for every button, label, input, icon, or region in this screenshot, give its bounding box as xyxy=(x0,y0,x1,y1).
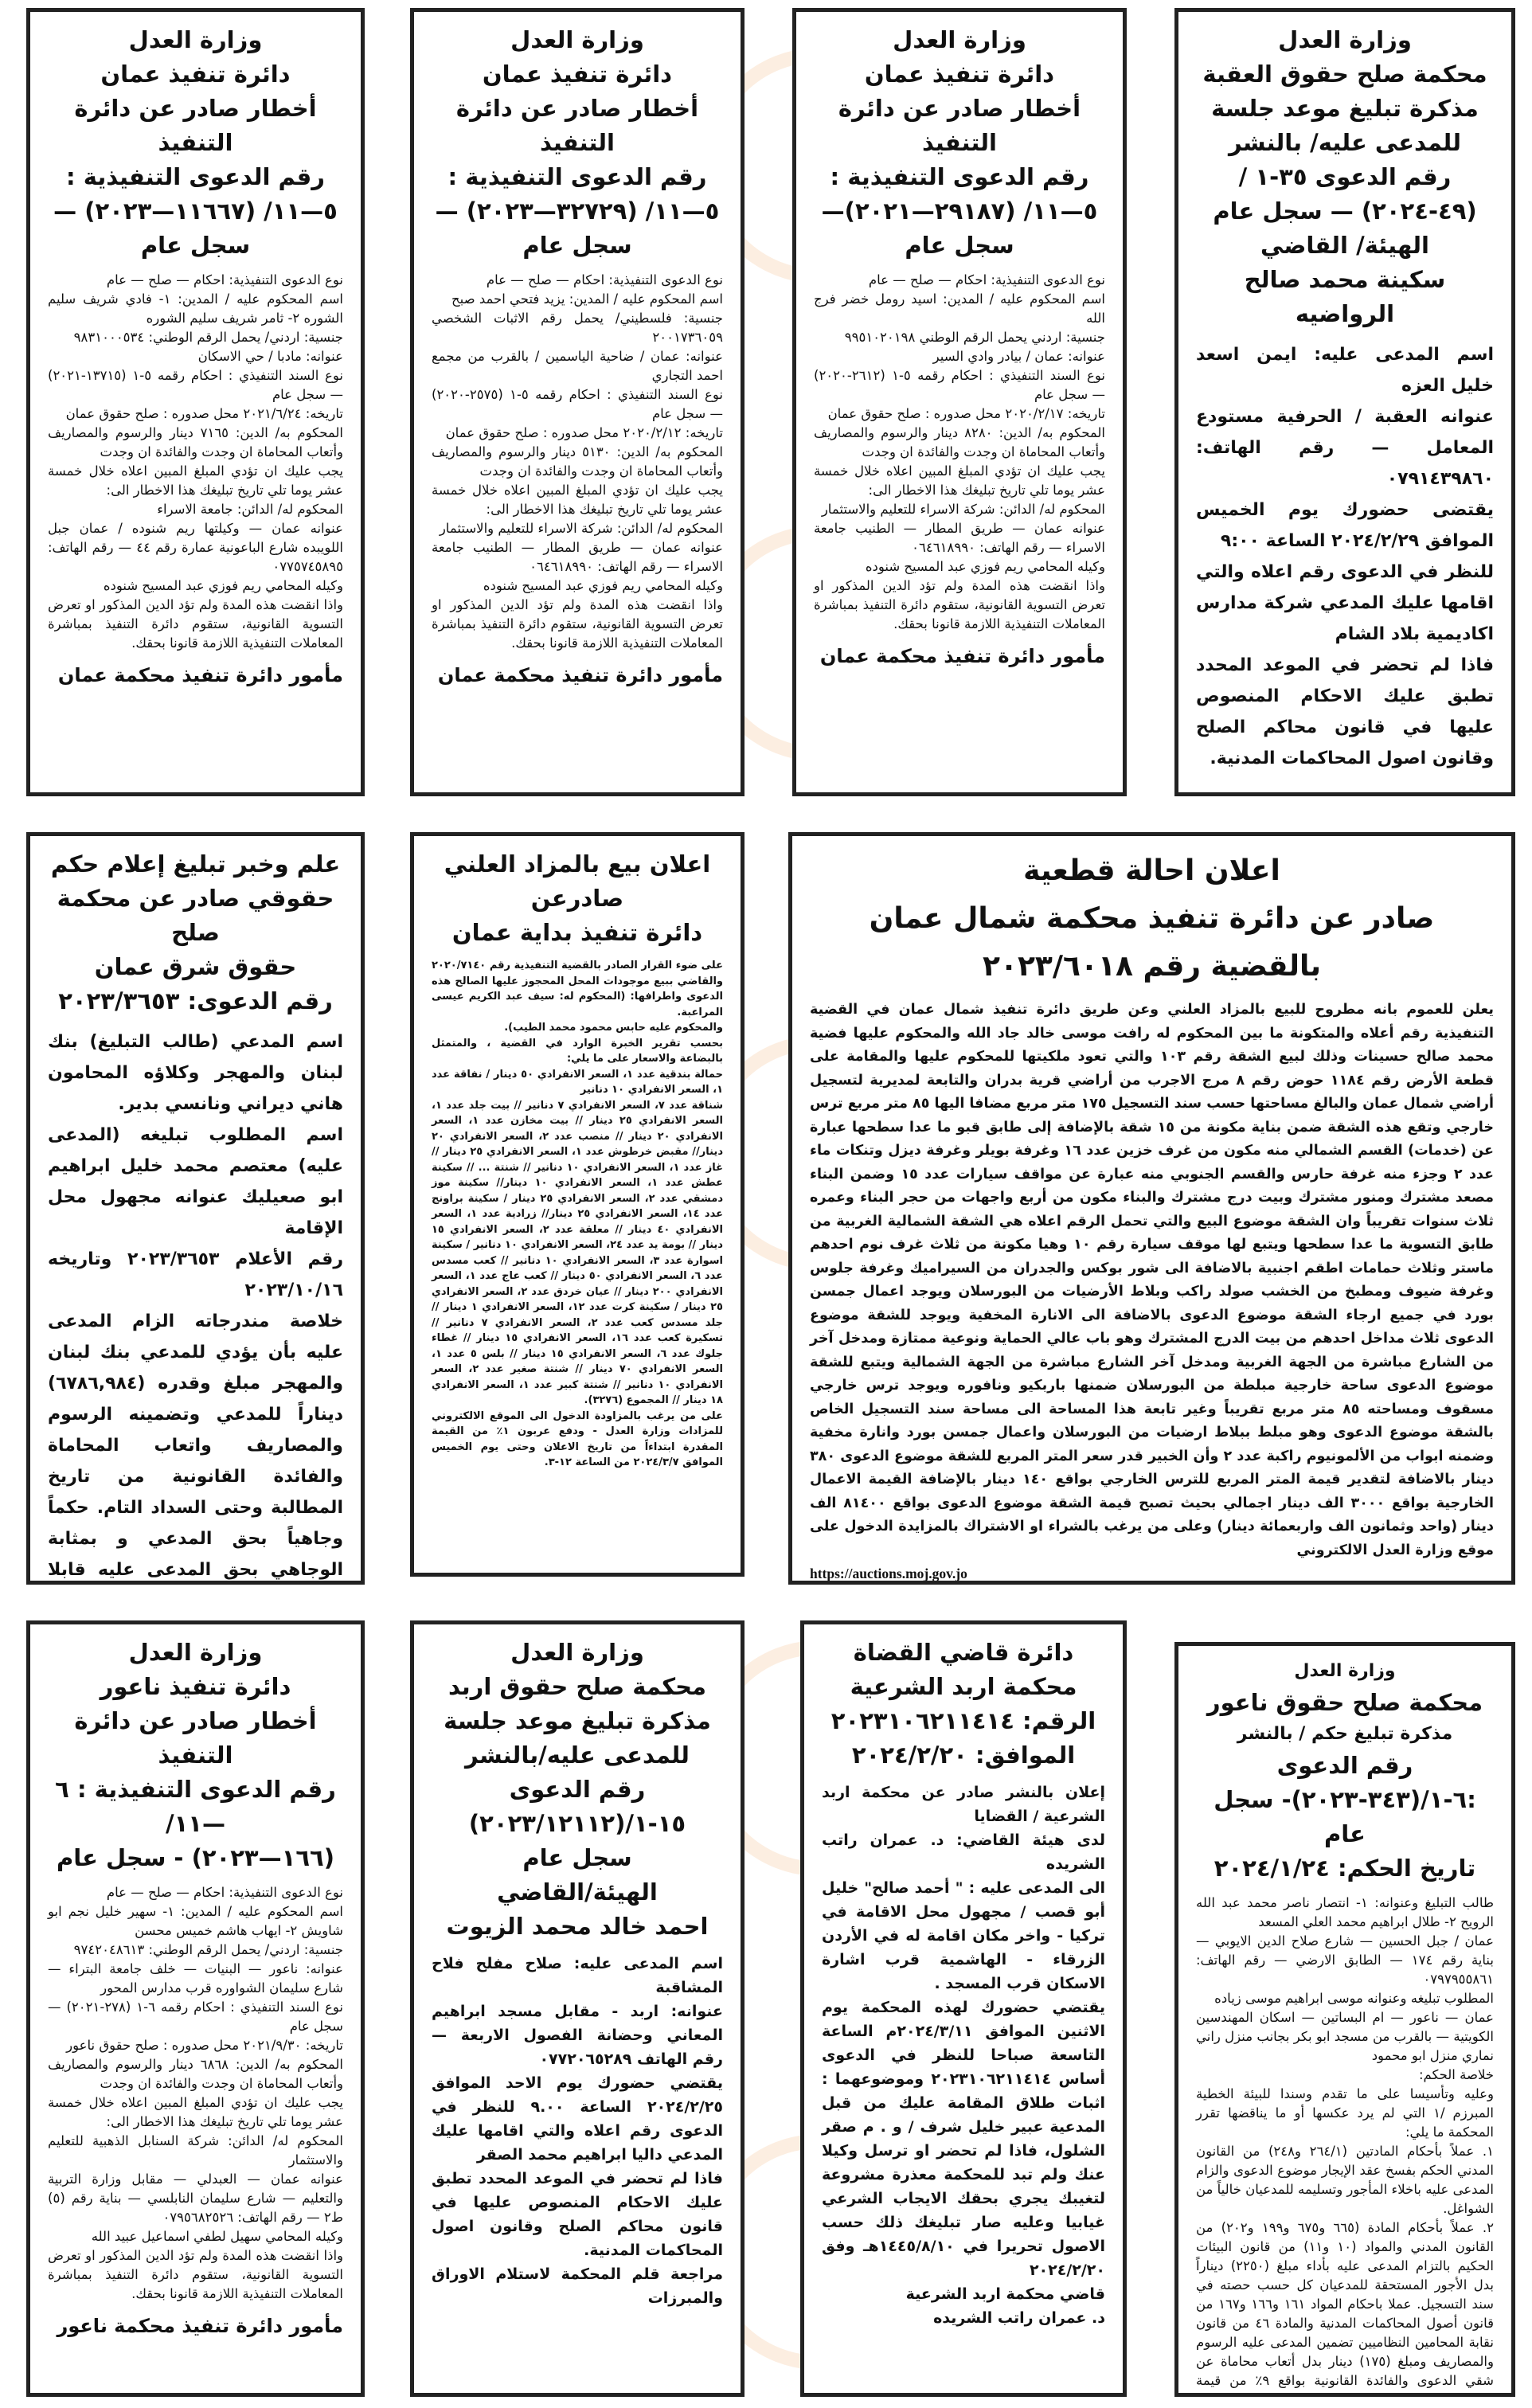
notice-paragraph: نوع السند التنفيذي : احكام رقمه ٥-١ (٢٥٧٥-٢٠٢٠) — سجل عام xyxy=(432,387,723,421)
notice-paragraph: عنوانه عمان — طريق المطار — الطنيب جامعة الاسراء — رقم الهاتف: ٠٦٤٦١٨٩٩٠ xyxy=(814,521,1105,555)
notice-paragraph: واذا انقضت هذه المدة ولم تؤد الدين المذكور او تعرض التسوية القانونية، ستقوم دائرة التنفيذ بمباشرة المعاملات التنفيذية اللازمة قانونا بحقك. xyxy=(814,578,1105,631)
notice-paragraph: نوع السند التنفيذي : احكام رقمه ٥-١ (٢٦١٢-٢٠٢٠) — سجل عام xyxy=(814,368,1105,402)
notice-heading: دائرة تنفيذ عمان xyxy=(100,61,291,88)
notice-heading: دائرة قاضي القضاة xyxy=(853,1639,1074,1666)
notice-paragraph: اسم المدعى عليه: ايمن اسعد خليل العزه xyxy=(1196,345,1494,396)
notice-heading: حقوق شرق عمان xyxy=(94,953,297,980)
notice-paragraph: لدى هيئة القاضي: د. عمران راتب الشريده xyxy=(822,1831,1105,1873)
notice-heading: سجل عام xyxy=(905,232,1014,259)
notice-paragraph: المحكوم به/ الدين: ٧١٦٥ دينار والرسوم والمصاريف وأتعاب المحاماة ان وجدت والفائدة ان وجدت xyxy=(48,425,344,459)
notice-heading: رقم الدعوى التنفيذية : xyxy=(447,163,707,190)
notice-heading: صادر عن دائرة تنفيذ محكمة شمال عمان بالقضية رقم ٢٠٢٣/٦٠١٨ xyxy=(869,902,1435,983)
notice-heading: سجل عام xyxy=(522,1844,632,1871)
notice-heading: رقم الدعوى ٣٥-١ / xyxy=(1238,163,1452,190)
legal-notice xyxy=(788,832,1515,1585)
notice-paragraph: اسم المحكوم عليه / المدين: اسيد رومل خضر فرج الله xyxy=(814,291,1105,326)
notice-paragraph: اسم المحكوم عليه / المدين: يزيد فتحي احمد صبح xyxy=(451,291,723,307)
notice-heading: (٤٩-٢٠٢٤) — سجل عام xyxy=(1213,197,1477,225)
notice-paragraph: عنوانه: عمان / بيادر وادي السير xyxy=(932,349,1105,364)
notice-heading: محكمة صلح حقوق ناعور xyxy=(1206,1689,1483,1716)
notice-signature: مأمور دائرة تنفيذ محكمة عمان xyxy=(437,664,723,686)
notice-paragraph: مراجعة قلم المحكمة لاستلام الاوراق والمبرزات xyxy=(432,2265,723,2307)
notice-paragraph: خلاصة مندرجاته الزام المدعى عليه بأن يؤدي للمدعي بنك لبنان والمهجر مبلغ وقدره (٦٧٨٦,٩٨٤) ديناراً للمدعي وتضمينه الرسوم والمصاريف واتعاب المحاماة والفائدة القانونية من تاريخ المطالبة وحتى السداد التام. حكماً وجاهياً بحق المدعي و بمثابة الوجاهي بحق المدعى عليه قابلا xyxy=(48,1312,343,1580)
notice-body xyxy=(814,271,1105,634)
notice-paragraph: فاذا لم تحضر في الموعد المحدد تطبق عليك الاحكام المنصوص عليها في قانون محاكم الصلح وقانون اصول المحاكمات المدنية. xyxy=(432,2170,723,2259)
notice-heading: وزارة العدل xyxy=(893,26,1026,53)
notice-heading: وزارة العدل xyxy=(1294,1661,1396,1681)
notice-heading: للمدعى عليه/بالنشر xyxy=(465,1742,690,1769)
notice-heading: رقم الدعوى التنفيذية : xyxy=(66,163,325,190)
notice-signature: مأمور دائرة تنفيذ محكمة ناعور xyxy=(57,2315,343,2337)
notice-paragraph: جنسية: اردني يحمل الرقم الوطني ٩٩٥١٠٢٠١٩٨ xyxy=(844,330,1105,345)
notice-paragraph: عنوانه عمان — وكيلتها ريم شنوده / عمان جبل اللويبده شارع الباعونية عمارة رقم ٤٤ — رقم الهاتف: ٠٧٧٥٧٤٥٨٩٥ xyxy=(48,521,343,574)
notice-paragraph: وكيله المحامي ريم فوزي عبد المسيح شنوده xyxy=(865,559,1105,574)
notice-paragraph: يعلن للعموم بانه مطروح للبيع بالمزاد العلني وعن طريق دائرة تنفيذ شمال عمان في القضية التنفيذية رقم أعلاه والمتكونة ما بين المحكوم له رافت موسى خالد جاد الله والمحكوم عليها فضية محمد صالح حسينات وذلك لبيع الشقة رقم ١٠٣ والتي تعود ملكيتها للمحكوم عليها والمقامة على قطعة الأرض رقم ١١٨٤ حوض رقم ٨ مرج الاجرب من أراضي قرية بدران والتابعة لمديرية لتسجيل أراضي شمال عمان والبالغ مساحتها حسب سند التسجيل ١٧٥ متر مربع مضافا اليها ٨٥ متر مربع ترس خارجي وتقع هذه الشقة ضمن بناية مكونة من ١٥ شقة بالإضافة إلى طابق قبو ما عدا سطحها عبارة عن (خدمات) القسم الشمالي منه مكون من غرف خزين عدد ١٦ وغرفة بويلر وغرفة ديزل وتنكات ماء عدد ٢ وجزء منه غرفة حارس والقسم الجنوبي منه عبارة عن مواقف سيارات عدد ١٥ وضمن البناء مصعد مشترك ومنور مشترك وبيت درج مشترك والبناء مكون من أربع واجهات من حجر البناء وعمره ثلاث سنوات تقريباً وان الشقة موضوع البيع والتي تحمل الرقم اعلاه هي الشقة الشمالية الغربية من طابق التسوية ما عدا سطحها ويتبع لها موقف سيارة رقم ١٠ وهيا مكونة من ثلاث غرف نوم احدهم ماستر وثلاث حمامات اطقم اجنبية بالاضافة الى شور بوكس والجدران من السيراميك وغرفة جلوس وغرفة ضيوف ومطبخ من الخشب صولد راكب وبلاط الأرضيات من البورسلان ويوجد اعمال جمسن بورد في جميع ارجاء الشقة موضوع الدعوى بالاضافة الى الانارة المخفية ويوجد للشقة موضوع الدعوى ثلاث مداخل احدهم من بيت الدرج المشترك وهو باب عالي الحماية ونوعية ممتازة ومدخل آخر من الشارع مباشرة من الجهة الغربية ومدخل آخر الشارع مباشرة من الجهة الشمالية ويتبع للشقة موضوع الدعوى ساحة خارجية مبلطة من البورسلان ضمنها باربكيو ونافوره ويوجد ترس خارجي مسقوف ومساحته ٨٥ متر مربع تقريباً وغير تابعة هذا المساحة الى مساحة سند التسجيل الخاص بالشقة موضوع الدعوى وهو مبلط ببلاط ارضيات من البورسلان واعمال جمسن بورد وانارة مخفية وضمنه ابواب من الألمونيوم راكبة عدد ٢ وأن الخبير قدر سعر المتر المربع للشقة موضوع الدعوى ٣٨٠ دينار بالاضافة لتقدير قيمة المتر المربع للترس الخارجي بواقع ١٤٠ دينار بالإضافة القيمة الاعمال الخارجية بواقع ٣٠٠٠ الف دينار اجمالي بحيث تصبح قيمة الشقة موضوع الدعوى بواقع ٨١٤٠٠ الف دينار (واحد وثمانون الف واربعمائة دينار) وعلى من يرغب بالشراء او الاشتراك بالمزايدة الدخول على موقع وزارة العدل الالكتروني xyxy=(810,1002,1495,1558)
notice-paragraph: تاريخه: ٢٠٢٠/٢/١٧ محل صدوره : صلح حقوق عمان xyxy=(827,406,1105,421)
notice-body xyxy=(810,999,1494,1585)
notice-paragraph: قاضي محكمة اربد الشرعية xyxy=(905,2285,1105,2303)
notice-heading: دائرة تنفيذ ناعور xyxy=(100,1673,291,1700)
notice-paragraph: اسم المدعي (طالب التبليغ) بنك لبنان والمهجر وكلاؤه المحامون هاني ديراني ونانسي بدير. xyxy=(48,1032,343,1114)
notice-heading: وزارة العدل xyxy=(128,1639,263,1666)
notice-heading: ٥—١١/ (٢٩١٨٧—٢٠٢١)— xyxy=(821,197,1098,225)
notice-heading: محكمة صلح حقوق اربد xyxy=(448,1673,706,1700)
notice-paragraph: اسم المدعى عليه: صلاح مفلح فلاح المشاقبة xyxy=(432,1955,723,1996)
notice-body xyxy=(48,1883,343,2304)
legal-notice xyxy=(26,8,365,796)
notice-paragraph: يقتضى حضورك يوم الخميس الموافق ٢٠٢٤/٢/٢٩ الساعة ٩:٠٠ xyxy=(1196,500,1494,551)
notice-heading: اعلان بيع بالمزاد العلني صادرعن xyxy=(444,850,711,912)
notice-heading: ٥—١١/ (٣٢٧٢٩—٢٠٢٣) — xyxy=(435,197,720,225)
notice-paragraph: المحكوم به/ الدين: ٥١٣٠ دينار والرسوم والمصاريف وأتعاب المحاماة ان وجدت والفائدة ان وجدت xyxy=(432,444,724,479)
notice-body xyxy=(432,271,723,653)
notice-heading: دائرة تنفيذ عمان xyxy=(864,61,1055,88)
notice-paragraph: وعليه وتأسيسا على ما تقدم وسندا للبيئة الخطية المبرزم /١ التي لم يرد عكسها أو ما يناقضها تقرر المحكمة ما يلي: xyxy=(1196,2086,1494,2140)
notice-paragraph: المحكوم به/ الدين: ٦٨٦٨ دينار والرسوم والمصاريف وأتعاب المحاماة ان وجدت والفائدة ان وجدت xyxy=(48,2057,344,2091)
notice-paragraph: المحكوم له/ الدائن: شركة السنابل الذهبية للتعليم والاستثمار xyxy=(48,2133,343,2168)
notice-paragraph: فاذا لم تحضر في الموعد المحدد تطبق عليك الاحكام المنصوص عليها في قانون محاكم الصلح وقانون اصول المحاكمات المدنية. xyxy=(1196,655,1494,768)
notice-paragraph: إعلان بالنشر صادر عن محكمة اربد الشرعية / القضايا xyxy=(822,1784,1105,1825)
notice-paragraph: واذا انقضت هذه المدة ولم تؤد الدين المذكور او تعرض التسوية القانونية، ستقوم دائرة التنفيذ بمباشرة المعاملات التنفيذية اللازمة قانونا بحقك. xyxy=(432,597,723,651)
notice-heading: دائرة تنفيذ عمان xyxy=(482,61,673,88)
notice-paragraph: تاريخه: ٢٠٢١/٩/٣٠ محل صدوره : صلح حقوق ناعور xyxy=(66,2038,343,2053)
notice-body xyxy=(1196,339,1494,774)
notice-paragraph: بحسب تقرير الخبرة الوارد في القضية ، والمتمثل بالبضاعة والاسعار على ما يلي: xyxy=(432,1037,723,1065)
notice-heading: سجل عام xyxy=(522,232,632,259)
notice-heading: رقم الدعوى التنفيذية : xyxy=(830,163,1089,190)
notice-paragraph: جنسية: اردني/ يحمل الرقم الوطني: ٩٨٣١٠٠٠٥٣٤ xyxy=(73,330,343,345)
notice-heading: تاريخ الحكم: ٢٠٢٤/١/٢٤ xyxy=(1213,1855,1476,1882)
notice-heading: احمد خالد محمد الزيوت xyxy=(446,1913,709,1940)
notice-paragraph: اسم المحكوم عليه / المدين: ١- سهير خليل نجم ابو شاويش ٢- ايهاب هاشم خميس محسن xyxy=(48,1904,343,1938)
notice-paragraph: الى المدعى عليه : " أحمد صالح" خليل أبو قصب / مجهول محل الاقامة في تركيا - واخر مكان اقامة له في الأردن الزرقاء - الهاشمية قرب اشارة الاسكان قرب المسجد . xyxy=(822,1879,1105,1992)
notice-paragraph: اسم المطلوب تبليغه (المدعى عليه) معتصم محمد خليل ابراهيم ابو صعيليك عنوانه مجهول محل الإقامة xyxy=(48,1125,343,1238)
notice-paragraph: واذا انقضت هذه المدة ولم تؤد الدين المذكور او تعرض التسوية القانونية، ستقوم دائرة التنفيذ بمباشرة المعاملات التنفيذية اللازمة قانونا بحقك. xyxy=(48,597,343,651)
notice-paragraph: يجب عليك ان تؤدي المبلغ المبين اعلاه خلال خمسة عشر يوما تلي تاريخ تبليغك هذا الاخطار الى: xyxy=(814,463,1105,498)
notice-paragraph: نوع السند التنفيذي : احكام رقمه ٦-١ (٢٧٨-٢٠٢١) — سجل عام xyxy=(48,2000,344,2034)
notice-paragraph: نوع السند التنفيذي : احكام رقمه ٥-١ (١٣٧١٥-٢٠٢١) — سجل عام xyxy=(48,368,343,402)
notice-paragraph: ٢. عملاً بأحكام المادة (٦٦٥ و٦٧٥ و١٩٩ و٢٠٢) من القانون المدني والمواد (١٠ و١١) من قانون البيئات الحكيم بالتزام المدعى عليه بأداء مبلغ (٢٢٥٠) ديناراً بدل الأجور المستحقة للمدعيان كل حسب حصته في سند التسجيل. عملا باحكام المواد ١٦١ و١٦٦ و١٦٧ من قانون أصول المحاكمات المدنية والمادة ٤٦ من قانون نقابة المحامين النظاميين تضمين المدعى عليه الرسوم والمصاريف ومبلغ (١٧٥) دينار بدل أتعاب محاماة عن شقي الدعوى والفائدة القانونية بواقع ٩٪ من قيمة xyxy=(1196,2220,1495,2388)
notice-body xyxy=(822,1781,1105,2330)
legal-notice xyxy=(26,832,365,1585)
notice-paragraph: نوع الدعوى التنفيذية: احكام — صلح — عام xyxy=(106,1885,343,1900)
legal-notice xyxy=(792,8,1127,796)
notice-paragraph: د. عمران راتب الشريده xyxy=(933,2309,1105,2327)
notice-paragraph: عنوانه عمان — العبدلي — مقابل وزارة التربية والتعليم — شارع سليمان النابلسي — بناية رقم (٥) ط٢ — رقم الهاتف: ٠٧٩٥٦٨٢٥٢٦ xyxy=(48,2172,343,2225)
notice-body xyxy=(432,1952,723,2310)
notice-paragraph: عنوانه: مادبا / حي الاسكان xyxy=(197,349,343,364)
notice-signature: مأمور دائرة تنفيذ محكمة عمان xyxy=(819,645,1105,667)
notice-paragraph: رقم الأعلام ٢٠٢٣/٣٦٥٣ وتاريخه ٢٠٢٣/١٠/١٦ xyxy=(48,1249,344,1300)
notice-heading: وزارة العدل xyxy=(510,26,644,53)
notice-paragraph: ١. عملاً بأحكام المادتين (٢٦٤/١ و٢٤٨) من القانون المدني الحكم بفسخ عقد الإيجار موضوع الدعوى والزام المدعى عليه باخلاء المأجور وتسليمه للمدعيان خالياً من الشواغل. xyxy=(1196,2144,1494,2216)
notice-paragraph: عنوانه: عمان / ضاحية الياسمين / بالقرب من مجمع احمد التجاري xyxy=(432,349,723,383)
notice-body xyxy=(48,1026,343,1585)
notice-paragraph: والمحكوم عليه حابس محمود محمد الطيب). xyxy=(504,1022,723,1034)
notice-paragraph: عنوانه: ناعور — البنيات — خلف جامعة البتراء — شارع سليمان الشواوره قرب مدارس المحور xyxy=(48,1961,343,1996)
notice-paragraph: يجب عليك ان تؤدي المبلغ المبين اعلاه خلال خمسة عشر يوما تلي تاريخ تبليغك هذا الاخطار الى: xyxy=(48,463,343,498)
notice-heading: أخطار صادر عن دائرة التنفيذ xyxy=(838,95,1081,156)
notice-paragraph: جنسية: فلسطيني/ يحمل رقم الاثبات الشخصي ٢٠٠١٧٣٦٠٥٩ xyxy=(432,311,723,345)
notice-heading: رقم الدعوى: ٢٠٢٣/٣٦٥٣ xyxy=(58,987,333,1014)
legal-notice xyxy=(26,1620,365,2397)
notice-paragraph: نوع الدعوى التنفيذية: احكام — صلح — عام xyxy=(486,272,723,287)
notice-heading: مذكرة تبليغ حكم / بالنشر xyxy=(1237,1724,1453,1744)
notice-body xyxy=(1196,1894,1494,2397)
notice-paragraph: على من يرغب بالمزاودة الدخول الى الموقع الالكتروني للمزادات وزارة العدل - ودفع عربون ١٪ من القيمة المقدرة ابتداءاً من تاريخ الاعلان وحتى يوم الخميس الموافق ٢٠٢٤/٣/٧ من الساعة ١٢-٣. xyxy=(432,1409,723,1468)
notice-paragraph: نوع الدعوى التنفيذية: احكام — صلح — عام xyxy=(868,272,1105,287)
legal-notice xyxy=(410,832,745,1577)
notice-paragraph: المحكوم به/ الدين: ٨٢٨٠ دينار والرسوم والمصاريف وأتعاب المحاماة ان وجدت والفائدة ان وجدت xyxy=(814,425,1106,459)
notice-paragraph: نوع الدعوى التنفيذية: احكام — صلح — عام xyxy=(106,272,343,287)
notice-paragraph: عمان — ناعور — ام البساتين — اسكان المهندسين الكويتية — بالقرب من مسجد ابو بكر بجانب منزل راني نماري منزل ابو محمود xyxy=(1196,2010,1494,2063)
notice-heading: أخطار صادر عن دائرة التنفيذ xyxy=(74,1707,317,1769)
notice-paragraph: يجب عليك ان تؤدي المبلغ المبين اعلاه خلال خمسة عشر يوما تلي تاريخ تبليغك هذا الاخطار الى: xyxy=(48,2095,343,2129)
notice-heading: الموافق: ٢٠٢٤/٢/٢٠ xyxy=(851,1742,1076,1769)
notice-paragraph: للنظر في الدعوى رقم اعلاه والتي اقامها عليك المدعي شركة مدارس اكاديمية بلاد الشام xyxy=(1196,562,1494,644)
notice-heading: الرقم: ٢٠٢٣١٠٦٢١١٤١٤ xyxy=(830,1707,1096,1734)
notice-paragraph: وكيله المحامي ريم فوزي عبد المسيح شنوده xyxy=(103,578,343,593)
notice-paragraph: شناقة عدد ٧، السعر الانفرادي ٧ دنانير // بيت جلد عدد ١، السعر الانفرادي ٢٥ دينار // بيت مخازن عدد ١، السعر الانفرادي ٢٠ دينار // منصب عدد ٢، السعر الانفرادي ٢٠ دينار// مقبض خرطوش عدد ١، السعر الانفرادي ٢٥ دينار // غاز عدد ١، السعر الانفرادي ١٠ دنانير // شنتة ... // سكينة عطش عدد ١، السعر الانفرادي ١٠ دينار// سكينة موز دمشقي عدد ٢، السعر الانفرادي ٢٥ دينار / سكينة براونج عدد ١٤، السعر الانفرادي ٢٥ دينار// زرادية عدد ١، السعر الانفرادي ٤٠ دينار // معلقة عدد ٢، السعر الانفرادي ١٥ دينار // بومة يد عدد ٢٤، السعر الانفرادي ١٠ دنانير / سكينة اسوارة عدد ٣، السعر الانفرادي ١٠ دنانير // كعب مسدس عدد ٦، السعر الانفرادي ٥٠ دينار // كعب عاج عدد ١، السعر الانفرادي ٢٠٠ دينار // عيان خردق عدد ٢، السعر الانفرادي ٢٥ دينار / سكينة كرت عدد ١٢، السعر الانفرادي ١ دينار // جلد مسدس كعب عدد ٢، السعر الانفرادي ٧ دنانير // تسكيرة كعب عدد ١٦، السعر الانفرادي ١٥ دينار // غطاء جلوك عدد ٦، السعر الانفرادي ١٥ دينار // بلس ٥ عدد ١، السعر الانفرادي ٧٠ دينار // شنتة صغير عدد ٢، السعر الانفرادي ١٠ دنانير // شنتة كبير عدد ١، السعر الانفرادي ١٨ دينار // المجموع (٣٢٧٦). xyxy=(432,1099,724,1406)
notice-paragraph: حمالة بندقية عدد ١، السعر الانفرادي ٥٠ دينار / نفاقة عدد ١، السعر الانفرادي ١٠ دنانير xyxy=(432,1068,723,1096)
notice-heading: مذكرة تبليغ موعد جلسة xyxy=(444,1707,711,1734)
notice-heading: رقم الدعوى التنفيذية : ٦—١١/ xyxy=(55,1776,336,1837)
notice-heading: وزارة العدل xyxy=(1278,26,1412,53)
notice-paragraph: يجب عليك ان تؤدي المبلغ المبين اعلاه خلال خمسة عشر يوما تلي تاريخ تبليغك هذا الاخطار الى: xyxy=(432,483,723,517)
notice-body xyxy=(432,958,723,1471)
notice-heading: رقم الدعوى ١٥-١/(٢٠٢٣/١٢١١٢) xyxy=(468,1776,686,1837)
auction-website-link[interactable]: https://auctions.moj.gov.jo xyxy=(810,1566,967,1581)
notice-paragraph: وكيله المحامي ريم فوزي عبد المسيح شنوده xyxy=(483,578,723,593)
notice-paragraph: اسم المحكوم عليه / المدين: ١- فادي شريف سليم الشوره ٢- ثامر شريف سليم الشوره xyxy=(48,291,343,326)
notice-paragraph: المحكوم له/ الدائن: جامعة الاسراء xyxy=(157,502,343,517)
notice-heading: الهيئة/القاضي xyxy=(497,1878,658,1906)
notice-heading: علم وخبر تبليغ إعلام حكم xyxy=(50,850,341,878)
notice-paragraph: جنسية: اردني/ يحمل الرقم الوطني: ٩٧٤٢٠٤٨٦١٣ xyxy=(73,1942,343,1957)
notice-paragraph: خلاصة الحكم: xyxy=(1418,2067,1494,2082)
notice-heading: الهيئة/ القاضي xyxy=(1260,232,1429,259)
notice-heading: حقوقي صادر عن محكمة صلح xyxy=(57,885,334,946)
notice-heading: اعلان احالة قطعية xyxy=(1023,854,1280,887)
notice-heading: (١٦٦—٢٠٢٣) - سجل عام xyxy=(56,1844,335,1871)
notice-heading: سجل عام xyxy=(140,232,251,259)
notice-heading: دائرة تنفيذ بداية عمان xyxy=(451,919,703,946)
legal-notice xyxy=(1174,8,1515,796)
notice-heading: ٥—١١/ (١١٦٦٧—٢٠٢٣) — xyxy=(53,197,338,225)
notice-body xyxy=(48,271,343,653)
notice-paragraph: المحكوم له/ الدائن: شركة الاسراء للتعليم والاستثمار xyxy=(439,521,723,536)
legal-notice xyxy=(410,1620,745,2397)
notice-heading: مذكرة تبليغ موعد جلسة xyxy=(1211,95,1479,122)
notice-paragraph: تاريخه: ٢٠٢١/٦/٢٤ محل صدوره : صلح حقوق عمان xyxy=(65,406,343,421)
notice-paragraph: يقتضي حضورك يوم الاحد الموافق ٢٠٢٤/٢/٢٥ الساعة ٩.٠٠ للنظر في الدعوى رقم اعلاه والتي اقامها عليك المدعي داليا ابراهيم محمد الصقر xyxy=(432,2074,723,2164)
notice-heading: أخطار صادر عن دائرة التنفيذ xyxy=(455,95,699,156)
notice-paragraph: طالب التبليغ وعنوانه: ١- انتصار ناصر محمد عبد الله الرويح ٢- طلال ابراهيم محمد العلي المسعد xyxy=(1196,1895,1494,1929)
notice-heading: محكمة اربد الشرعية xyxy=(850,1673,1077,1700)
notice-heading: للمدعى عليه/ بالنشر xyxy=(1229,129,1461,156)
legal-notice xyxy=(410,8,745,796)
legal-notice xyxy=(800,1620,1127,2397)
notice-heading: وزارة العدل xyxy=(128,26,263,53)
notice-heading: رقم الدعوى :٦-١/(٣٤٣-٢٠٢٣)- سجل عام xyxy=(1213,1752,1476,1847)
notice-heading: وزارة العدل xyxy=(510,1639,644,1666)
notice-signature: مأمور دائرة تنفيذ محكمة عمان xyxy=(57,664,343,686)
notice-paragraph: المحكوم له/ الدائن: شركة الاسراء للتعليم والاستثمار xyxy=(821,502,1105,517)
notice-paragraph: المطلوب تبليغه وعنوانه موسى ابراهيم موسى زياده xyxy=(1214,1991,1494,2006)
notice-paragraph: عمان / جبل الحسين — شارع صلاح الدين الايوبي — بناية رقم ١٧٤ — الطابق الارضي — رقم الهاتف: ٠٧٩٧٩٥٥٨٦١ xyxy=(1196,1933,1494,1987)
legal-notice xyxy=(1174,1642,1515,2397)
notice-paragraph: وكيله المحامي سهيل لطفي اسماعيل عبيد الله xyxy=(91,2229,343,2244)
notice-paragraph: عنوانه عمان — طريق المطار — الطنيب جامعة الاسراء — رقم الهاتف: ٠٦٤٦١٨٩٩٠ xyxy=(432,540,723,574)
notice-paragraph: تاريخه: ٢٠٢٠/٢/١٢ محل صدوره : صلح حقوق عمان xyxy=(445,425,723,440)
notice-paragraph: على ضوء القرار الصادر بالقضية التنفيذية رقم ٢٠٢٠/٧١٤٠ والقاضي ببيع موجودات المحل المحجوز عليها الصالح هذه الدعوى واطرافها: (المحكوم له: سيف عبد الكريم عيسى المراعبة. xyxy=(432,960,723,1018)
notice-heading: سكينة محمد صالح الرواضيه xyxy=(1244,266,1446,327)
notice-heading: محكمة صلح حقوق العقبة xyxy=(1202,61,1487,88)
notice-paragraph: واذا انقضت هذه المدة ولم تؤد الدين المذكور او تعرض التسوية القانونية، ستقوم دائرة التنفيذ بمباشرة المعاملات التنفيذية اللازمة قانونا بحقك. xyxy=(48,2248,343,2301)
notice-paragraph: عنوانه: اربد - مقابل مسجد ابراهيم المعاني وحضانة الفصول الاربعة — رقم الهاتف ٠٧٧٢٠٦٥٢٨٩ xyxy=(432,2003,723,2068)
notice-paragraph: عنوانه العقبة / الحرفية مستودع المعامل — رقم الهاتف: ٠٧٩١٤٣٩٨٦٠ xyxy=(1196,407,1494,489)
notice-paragraph: يقتضي حضورك لهذه المحكمة يوم الاثنين الموافق ٢٠٢٤/٣/١١م الساعة التاسعة صباحا للنظر في الدعوى أساس ٢٠٢٣١٠٦٢١١٤١٤ وموضوعهما : اثبات طلاق المقامة عليك من قبل المدعية عبير خليل شرف / و . م صقر الشلول، فاذا لم تحضر او ترسل وكيلا عنك ولم تبد للمحكمة معذرة مشروعة لتغيبك يجري بحقك الايجاب الشرعي غيابيا وعليه صار تبليغك ذلك حسب الاصول تحريرا في ١٤٤٥/٨/١٠هـ وفق ٢٠٢٤/٢/٢٠ xyxy=(822,1999,1105,2279)
notice-heading: أخطار صادر عن دائرة التنفيذ xyxy=(74,95,317,156)
